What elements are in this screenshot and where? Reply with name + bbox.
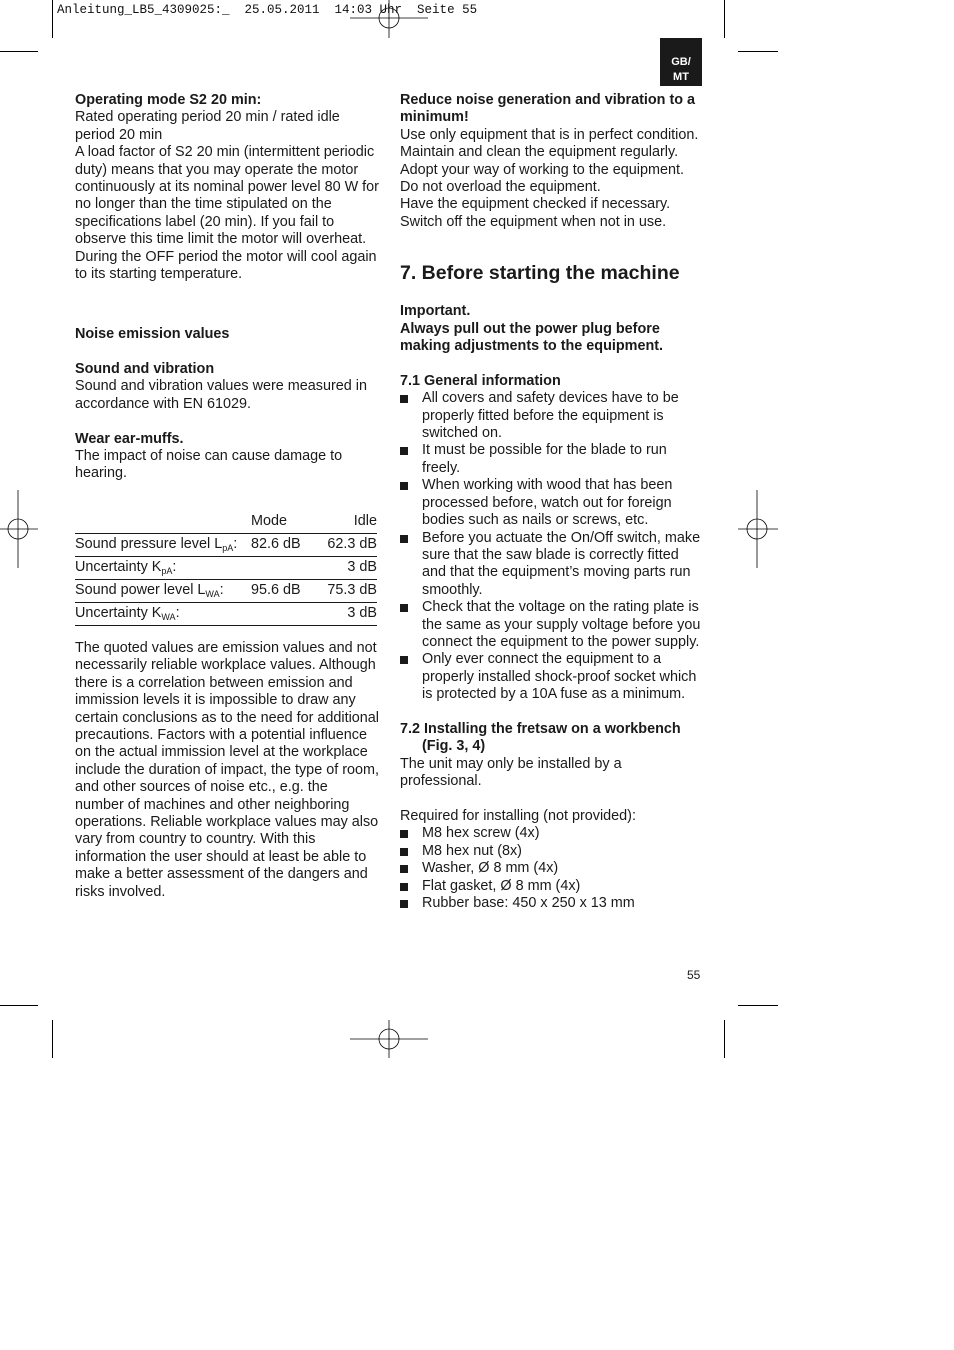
row-idle-value: 3 dB	[315, 556, 377, 579]
row-label-sub: pA	[222, 543, 234, 554]
install-heading: 7.2 Installing the fretsaw on a workbench	[400, 720, 681, 737]
list-item: When working with wood that has been processed before, watch out for foreign bodies such as nails or screws, etc.	[400, 477, 705, 529]
left-column	[75, 92, 380, 901]
crop-mark	[724, 0, 725, 38]
right-column	[400, 92, 705, 912]
row-label-suffix: :	[172, 559, 177, 576]
section-title: 7. Before starting the machine	[400, 262, 680, 285]
language-tab	[660, 38, 702, 86]
language-tab-line: GB/	[671, 56, 691, 68]
table-row	[75, 533, 377, 556]
table-row	[75, 579, 377, 602]
table-row	[75, 602, 377, 625]
col-header-mode: Mode	[251, 513, 287, 530]
operating-mode-text: Rated operating period 20 min / rated idle period 20 min	[75, 109, 340, 143]
earmuffs-text: The impact of noise can cause damage to hearing.	[75, 448, 343, 482]
crop-mark	[724, 1020, 725, 1058]
list-item: All covers and safety devices have to be properly fitted before the equipment is switched on.	[400, 390, 705, 442]
reduce-line: Adopt your way of working to the equipment.	[400, 161, 684, 178]
page-number: 55	[687, 968, 701, 982]
reduce-line: Use only equipment that is in perfect condition.	[400, 126, 699, 143]
registration-mark-bottom	[350, 1020, 428, 1058]
reduce-line: Have the equipment checked if necessary.	[400, 196, 671, 213]
row-mode-value	[245, 556, 315, 579]
crop-mark	[0, 51, 38, 52]
reduce-line: Switch off the equipment when not in use.	[400, 213, 667, 230]
row-label-sub: WA	[205, 589, 220, 600]
crop-mark	[0, 1005, 38, 1006]
reduce-noise-heading: Reduce noise generation and vibration to a minimum!	[400, 92, 696, 126]
language-tab-line: MT	[673, 71, 689, 83]
row-label: Uncertainty K	[75, 605, 162, 622]
table-row	[75, 556, 377, 579]
required-list	[400, 825, 705, 912]
noise-heading: Noise emission values	[75, 326, 230, 343]
row-mode-value: 82.6 dB	[245, 533, 315, 556]
list-item: Only ever connect the equipment to a properly installed shock-proof socket which is protected by a 10A fuse as a minimum.	[400, 651, 705, 703]
list-item: M8 hex nut (8x)	[400, 843, 705, 860]
row-idle-value: 75.3 dB	[315, 579, 377, 602]
col-header-idle: Idle	[353, 513, 377, 530]
list-item: Flat gasket, Ø 8 mm (4x)	[400, 878, 705, 895]
row-label: Sound pressure level L	[75, 536, 223, 553]
required-text: Required for installing (not provided):	[400, 807, 636, 824]
list-item: M8 hex screw (4x)	[400, 825, 705, 842]
row-label-sub: WA	[161, 612, 176, 623]
list-item: Check that the voltage on the rating plate is the same as your supply voltage before you connect the equipment to the power supply.	[400, 599, 705, 651]
quoted-values-text: The quoted values are emission values and not necessarily reliable workplace values. Although there is a correlation between emission and immission levels it is impossible to draw any certain conclusions as to the need for additional precautions. Factors with a potential influence on the actual immission level at the workplace include the duration of impact, the type of room, and other sources of noise etc., e.g. the number of machines and other neighboring operations. Reliable workplace values may also vary from country to country. With this information the user should at least be able to make a better assessment of the dangers and risks involved.	[75, 639, 379, 900]
list-item: Rubber base: 450 x 250 x 13 mm	[400, 895, 705, 912]
reduce-line: Maintain and clean the equipment regularly.	[400, 144, 679, 161]
list-item: Washer, Ø 8 mm (4x)	[400, 860, 705, 877]
crop-mark	[738, 1005, 778, 1006]
noise-table	[75, 511, 377, 626]
crop-mark	[52, 0, 53, 38]
row-label-suffix: :	[219, 582, 224, 599]
general-info-heading: 7.1 General information	[400, 372, 561, 389]
earmuffs-heading: Wear ear-muffs.	[75, 430, 184, 447]
registration-mark-right	[738, 490, 778, 568]
registration-mark-left	[0, 490, 38, 568]
important-text: Always pull out the power plug before making adjustments to the equipment.	[400, 320, 664, 355]
install-text: The unit may only be installed by a professional.	[400, 755, 622, 790]
list-item: Before you actuate the On/Off switch, make sure that the saw blade is correctly fitted and that the equipment’s moving parts run smoothly.	[400, 530, 705, 600]
row-label-sub: pA	[161, 566, 173, 577]
operating-mode-heading: Operating mode S2 20 min:	[75, 92, 262, 108]
print-slug: Anleitung_LB5_4309025:_ 25.05.2011 14:03 Uhr Seite 55	[57, 3, 478, 17]
row-mode-value	[245, 602, 315, 625]
crop-mark	[738, 51, 778, 52]
row-label-suffix: :	[175, 605, 180, 622]
general-info-list	[400, 390, 705, 703]
reduce-line: Do not overload the equipment.	[400, 179, 601, 196]
row-label: Sound power level L	[75, 582, 206, 599]
row-idle-value: 3 dB	[315, 602, 377, 625]
sound-text: Sound and vibration values were measured in accordance with EN 61029.	[75, 378, 367, 412]
install-heading-fig: (Fig. 3, 4)	[422, 738, 486, 755]
row-label-suffix: :	[233, 536, 238, 553]
row-idle-value: 62.3 dB	[315, 533, 377, 556]
load-factor-text: A load factor of S2 20 min (intermittent periodic duty) means that you may operate the motor continuously at its nominal power level 80 W for no longer than the time stipulated on the specifications label (20 min). If you fail to observe this time limit the motor will overheat. During the OFF period the motor will cool again to its starting temperature.	[75, 144, 379, 283]
list-item: It must be possible for the blade to run freely.	[400, 442, 705, 477]
row-label: Uncertainty K	[75, 559, 162, 576]
important-heading: Important.	[400, 303, 471, 320]
row-mode-value: 95.6 dB	[245, 579, 315, 602]
crop-mark	[52, 1020, 53, 1058]
sound-heading: Sound and vibration	[75, 361, 215, 378]
